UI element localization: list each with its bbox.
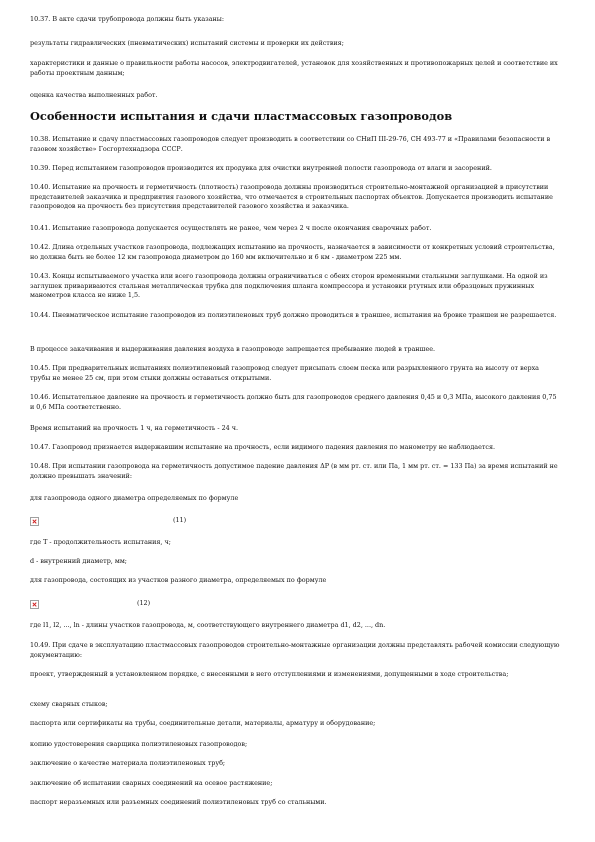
formula-number: (11) [173, 516, 187, 524]
paragraph: 10.45. При предварительных испытаниях полиэтиленовый газопровод следует присыпать слоем песка или разрыхленного грунта на высоту от верха трубы не менее 25 см, при этом стыки должны оставаться открытыми. [30, 364, 539, 382]
paragraph: схему сварных стыков; [30, 700, 108, 708]
paragraph: d - внутренний диаметр, мм; [30, 557, 127, 565]
formula-12 [30, 597, 230, 611]
paragraph: В процессе закачивания и выдерживания давления воздуха в газопроводе запрещается пребывание людей в траншее. [30, 345, 436, 353]
broken-image-icon [30, 517, 39, 526]
paragraph: для газопровода, состоящих из участков разного диаметра, определяемых по формуле [30, 576, 327, 584]
paragraph: где l1, l2, ..., ln - длины участков газопровода, м, соответствующего внутреннего диаметра d1, d2, ..., dn. [30, 621, 386, 629]
paragraph: 10.39. Перед испытанием газопроводов производится их продувка для очистки внутренней полости газопровода от влаги и засорений. [30, 164, 492, 172]
paragraph: где Т - продолжительность испытания, ч; [30, 538, 171, 546]
formula-number: (12) [137, 599, 151, 607]
paragraph: 10.47. Газопровод признается выдержавшим испытание на прочность, если видимого падения давления по манометру не наблюдается. [30, 443, 496, 451]
paragraph: 10.41. Испытание газопровода допускается осуществлять не ранее, чем через 2 ч после окончания сварочных работ. [30, 224, 432, 232]
paragraph: Время испытаний на прочность 1 ч, на герметичность - 24 ч. [30, 424, 239, 432]
paragraph: копию удостоверения сварщика полиэтиленовых газопроводов; [30, 740, 248, 748]
paragraph: проект, утвержденный в установленном порядке, с внесенными в него отступлениями и изменениями, допущенными в ходе строительства; [30, 670, 509, 678]
paragraph: 10.37. В акте сдачи трубопровода должны быть указаны: [30, 15, 225, 23]
formula-11 [30, 514, 230, 528]
paragraph: характеристики и данные о правильности работы насосов, электродвигателей, установок для хозяйственных и противопожарных целей и соответствие их работы проектным данным; [30, 59, 558, 77]
paragraph: заключение об испытании сварных соединений на осевое растяжение; [30, 779, 273, 787]
paragraph: 10.40. Испытание на прочность и герметичность (плотность) газопровода должны производиться строительно-монтажной организацией в присутствии представителей заказчика и предприятия газового хозяйства, что отмечается в строительных паспортах объектов. Допускается производить испытание газопроводов на прочность без присутствия представителей газового хозяйства и заказчика. [30, 183, 553, 211]
paragraph: заключение о качестве материала полиэтиленовых труб; [30, 759, 226, 767]
paragraph: для газопровода одного диаметра определяемых по формуле [30, 494, 239, 502]
paragraph: 10.43. Концы испытываемого участка или всего газопровода должны ограничиваться с обеих сторон временными стальными заглушками. На одной из заглушек привариваются стальная металлическая трубка для подключения шланга компрессора и установки ртутных или образцовых пружинных манометров класса не ниже 1,5. [30, 272, 548, 300]
paragraph: 10.49. При сдаче в эксплуатацию пластмассовых газопроводов строительно-монтажные организации должны представлять рабочей комиссии следующую документацию: [30, 641, 560, 659]
section-heading: Особенности испытания и сдачи пластмассовых газопроводов [30, 109, 453, 123]
paragraph: паспорт неразъемных или разъемных соединений полиэтиленовых труб со стальными. [30, 798, 327, 806]
broken-image-icon [30, 600, 39, 609]
paragraph: 10.46. Испытательное давление на прочность и герметичность должно быть для газопроводов среднего давления 0,45 и 0,3 МПа, высокого давления 0,75 и 0,6 МПа соответственно. [30, 393, 557, 411]
paragraph: оценка качества выполненных работ. [30, 91, 158, 99]
paragraph: паспорта или сертификаты на трубы, соединительные детали, материалы, арматуру и оборудование; [30, 719, 376, 727]
paragraph: 10.44. Пневматическое испытание газопроводов из полиэтиленовых труб должно проводиться в траншее, испытания на бровке траншеи не разрешается. [30, 311, 557, 319]
paragraph: 10.42. Длина отдельных участков газопровода, подлежащих испытанию на прочность, назначается в зависимости от конкретных условий строительства, но должна быть не более 12 км газопровода диаметром до 160 мм включительно и 6 км - диаметром 225 мм. [30, 243, 555, 261]
paragraph: 10.38. Испытание и сдачу пластмассовых газопроводов следует производить в соответствии со СНиП III-29-76, СН 493-77 и «Правилами безопасности в газовом хозяйстве» Госгортехнадзора СССР. [30, 135, 551, 153]
paragraph: 10.48. При испытании газопровода на герметичность допустимое падение давления ΔР (в мм рт. ст. или Па, 1 мм рт. ст. = 133 Па) за время испытаний не должно превышать значений: [30, 462, 558, 480]
paragraph: результаты гидравлических (пневматических) испытаний системы и проверки их действия; [30, 39, 344, 47]
